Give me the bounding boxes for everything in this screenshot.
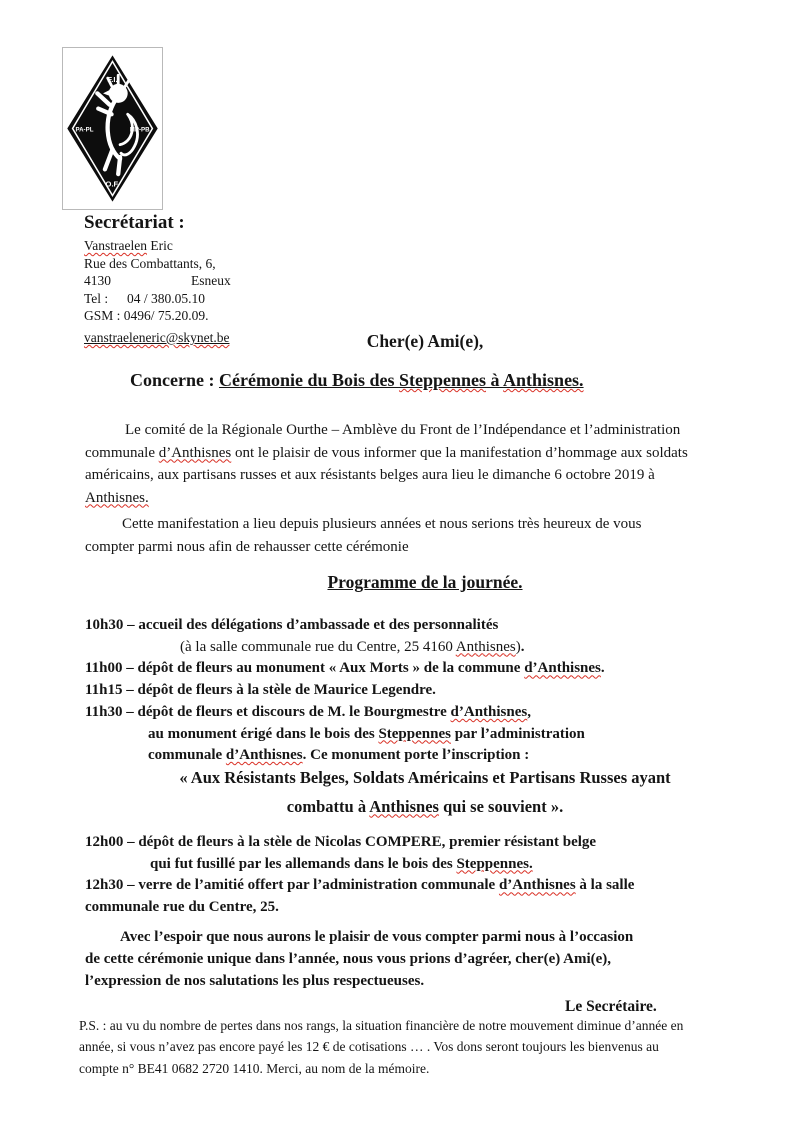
schedule-item-11h30-cont-1: au monument érigé dans le bois des Steppennes par l’administration: [148, 725, 585, 742]
logo-text-top: F.I.: [107, 74, 118, 84]
intro-line-1: Le comité de la Régionale Ourthe – Amblève du Front de l’Indépendance et l’administration: [125, 422, 681, 438]
monument-inscription-quote: [85, 764, 765, 821]
schedule-item-11h00: 11h00 – dépôt de fleurs au monument « Aux Morts » de la commune d’Anthisnes.: [85, 660, 605, 677]
schedule-item-12h30: 12h30 – verre de l’amitié offert par l’administration communale d’Anthisnes à la salle: [85, 877, 635, 894]
schedule-item-12h30-cont: communale rue du Centre, 25.: [85, 899, 279, 916]
postscript-line-1: P.S. : au vu du nombre de pertes dans nos rangs, la situation financière de notre mouvement diminue d’année en: [79, 1018, 684, 1033]
schedule-item-12h00-cont: qui fut fusillé par les allemands dans le bois des Steppennes.: [150, 855, 533, 872]
closing-line-2: de cette cérémonie unique dans l’année, nous vous prions d’agréer, cher(e) Ami(e),: [85, 951, 612, 967]
closing-paragraph: [85, 926, 633, 992]
logo-text-right: MP-PB: [129, 126, 150, 134]
postscript-line-2: année, si vous n’avez pas encore payé les 12 € de cotisations … . Vos dons seront toujours les bienvenus au: [79, 1039, 659, 1055]
tel-label: Tel :: [84, 290, 109, 306]
subject-text: Cérémonie du Bois des Steppennes à Anthisnes.: [218, 370, 584, 390]
programme-title: Programme de la journée.: [327, 572, 523, 592]
postscript: [79, 1015, 683, 1079]
secretariat-gsm-line: [84, 307, 364, 325]
closing-line-1: Avec l’espoir que nous aurons le plaisir de vous compter parmi nous à l’occasion: [120, 929, 634, 945]
second-paragraph: [85, 513, 641, 558]
secretariat-tel-line: [84, 290, 364, 308]
quote-line-1: « Aux Résistants Belges, Soldats Américains et Partisans Russes ayant: [179, 768, 671, 787]
postal-code: 4130: [84, 273, 111, 289]
secretariat-name: [84, 237, 364, 255]
signature: Le Secrétaire.: [565, 998, 657, 1015]
tel-value: 04 / 380.05.10: [127, 290, 206, 306]
para2-line-2: compter parmi nous afin de rehausser cette cérémonie: [85, 538, 409, 555]
salutation: Cher(e) Ami(e),: [366, 331, 484, 351]
schedule-item-12h00: 12h00 – dépôt de fleurs à la stèle de Nicolas COMPERE, premier résistant belge: [85, 834, 597, 850]
secretariat-street: Rue des Combattants, 6,: [84, 255, 216, 271]
subject-line: [130, 370, 584, 391]
gsm-value: 0496/ 75.20.09.: [123, 308, 209, 324]
schedule-list-2: [85, 832, 634, 919]
schedule-list: [85, 615, 605, 767]
secretariat-heading: Secrétariat :: [84, 212, 185, 233]
name-flagged: Vanstraelen: [84, 238, 147, 253]
name-rest: Eric: [146, 238, 173, 253]
organization-logo: [62, 47, 163, 210]
diamond-lion-emblem-icon: [65, 50, 160, 207]
intro-paragraph: [85, 419, 688, 509]
schedule-item-11h30: 11h30 – dépôt de fleurs et discours de M. le Bourgmestre d’Anthisnes,: [85, 703, 531, 720]
para2-line-1: Cette manifestation a lieu depuis plusieurs années et nous serions très heureux de vous: [122, 516, 642, 532]
closing-line-3: l’expression de nos salutations les plus respectueuses.: [85, 973, 425, 989]
quote-line-2: combattu à Anthisnes qui se souvient ».: [286, 796, 564, 816]
schedule-item-11h30-cont-2: communale d’Anthisnes. Ce monument porte l’inscription :: [148, 747, 530, 764]
email-link[interactable]: vanstraeleneric@skynet.be: [84, 329, 230, 345]
schedule-item-10h30-venue: (à la salle communale rue du Centre, 25 4160 Anthisnes).: [180, 638, 525, 655]
secretariat-block: [84, 212, 364, 347]
logo-text-bottom: O.F.: [105, 179, 120, 189]
schedule-item-11h15: 11h15 – dépôt de fleurs à la stèle de Maurice Legendre.: [85, 682, 436, 699]
postscript-line-3: compte n° BE41 0682 2720 1410. Merci, au nom de la mémoire.: [79, 1060, 430, 1076]
intro-line-3: américains, aux partisans russes et aux résistants belges aura lieu le dimanche 6 octobre 2019 à: [85, 467, 655, 483]
city: Esneux: [191, 273, 231, 289]
subject-label: Concerne :: [130, 370, 219, 390]
intro-line-2: communale d’Anthisnes ont le plaisir de vous informer que la manifestation d’hommage aux soldats: [85, 444, 688, 461]
intro-line-4: Anthisnes.: [85, 489, 149, 506]
gsm-label: GSM :: [84, 308, 121, 324]
schedule-item-10h30: 10h30 – accueil des délégations d’ambassade et des personnalités: [85, 617, 499, 633]
secretariat-city-line: [84, 272, 364, 290]
logo-text-left: PA-PL: [75, 126, 94, 134]
